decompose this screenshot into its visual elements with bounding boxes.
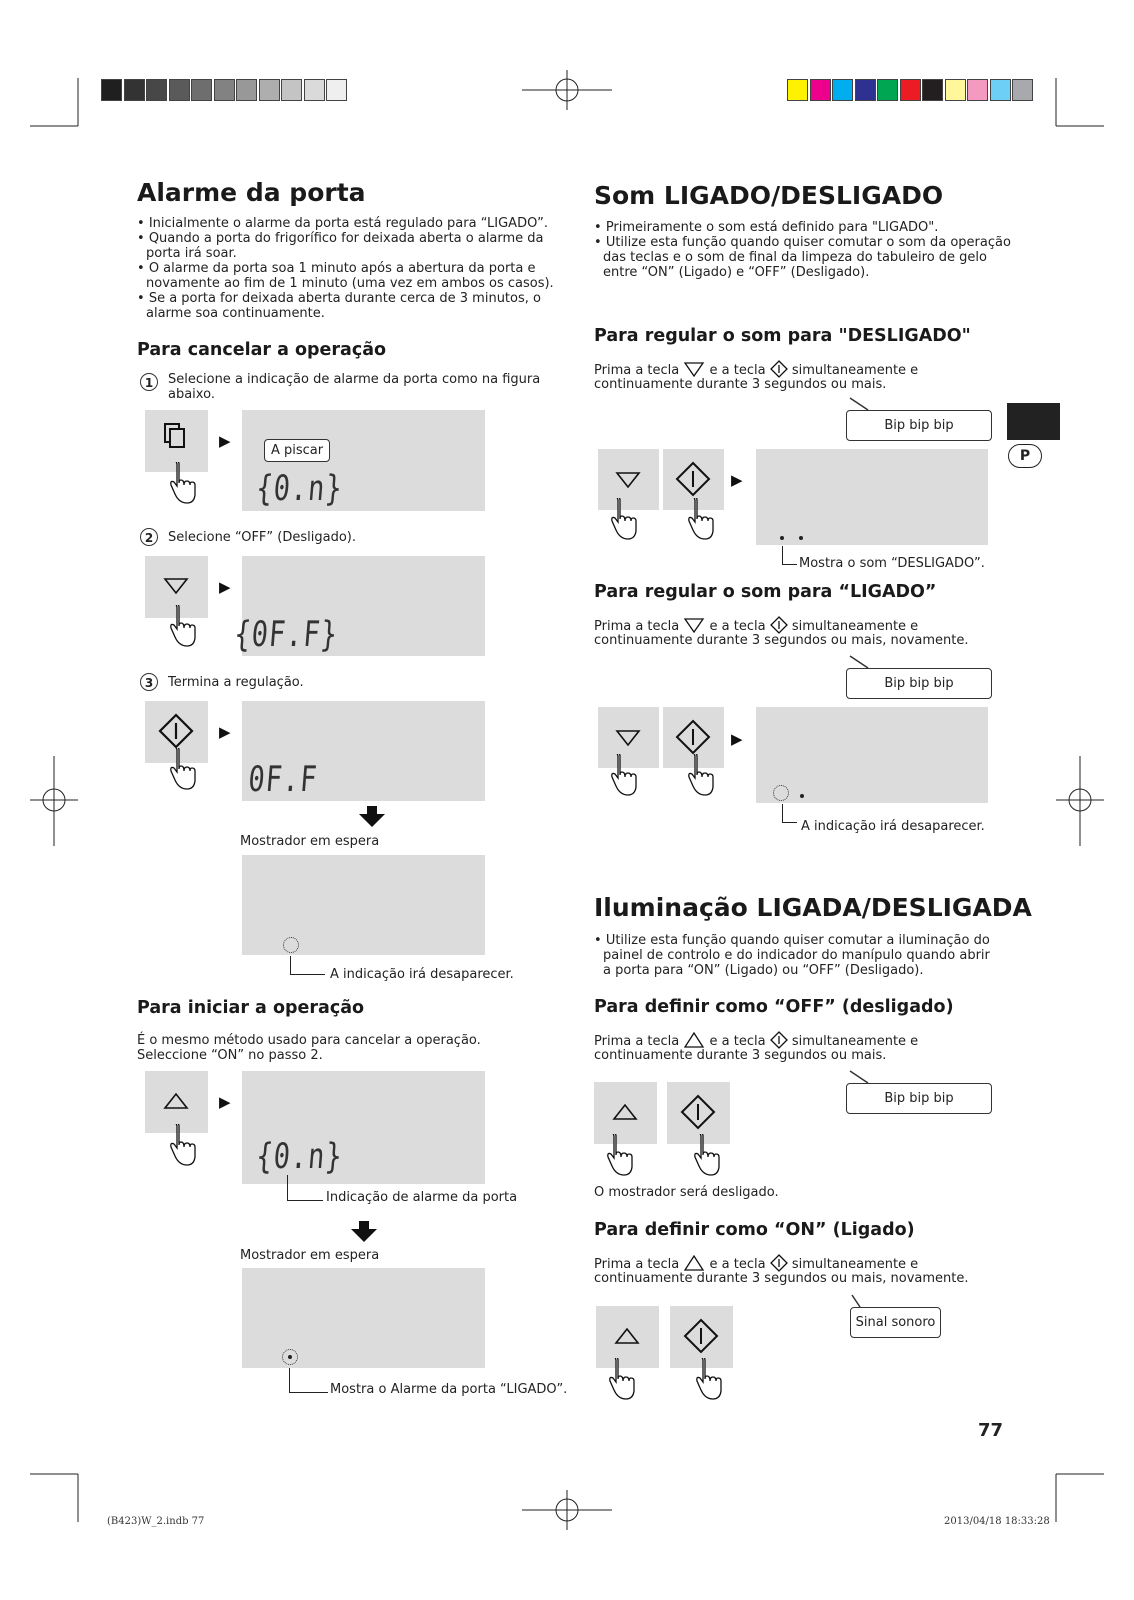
set-diamond-icon (770, 616, 788, 634)
sound-bullets (594, 220, 1014, 280)
display-panel-standby-on (242, 1268, 485, 1368)
light-off-instructions-line2: continuamente durante 3 segundos ou mais. (594, 1048, 887, 1063)
hand-pointer-icon (168, 605, 196, 649)
calibration-swatch (832, 79, 853, 101)
indicator-note: Indicação de alarme da porta (326, 1190, 518, 1205)
heading-start-operation: Para iniciar a operação (137, 998, 365, 1018)
light-off-note: O mostrador será desligado. (594, 1185, 779, 1200)
calibration-swatch (855, 79, 876, 101)
arrow-down-icon (350, 1221, 378, 1243)
gray-calibration-bar (101, 79, 351, 103)
signal-bubble: Sinal sonoro (850, 1307, 941, 1338)
heading-light-on: Para definir como “ON” (Ligado) (594, 1220, 915, 1240)
instr-text: Prima a tecla (594, 1257, 680, 1272)
blink-label-bubble: A piscar (264, 439, 330, 462)
bullet-item: • Utilize esta função quando quiser comutar o som da operação das teclas e o som de final da limpeza do tabuleiro de gelo entre “ON” (Ligado) e “OFF” (Desligado). (594, 235, 1011, 280)
sound-indicator (773, 785, 789, 801)
instr-text: Prima a tecla (594, 619, 680, 634)
display-on-blink: {0.n} (254, 1137, 345, 1178)
calibration-swatch (146, 79, 167, 101)
arrow-right-icon: ▶ (219, 1093, 231, 1111)
calibration-swatch (169, 79, 190, 101)
hand-pointer-icon (609, 498, 637, 542)
heading-sound-on: Para regular o som para “LIGADO” (594, 582, 937, 602)
indicator-dot-on (288, 1355, 292, 1359)
door-alarm-indicator (283, 937, 299, 953)
calibration-swatch (945, 79, 966, 101)
hand-pointer-icon (692, 1134, 720, 1178)
calibration-swatch (787, 79, 808, 101)
light-on-instructions (594, 1254, 918, 1272)
step-number-3: 3 (140, 673, 158, 691)
section-title-sound: Som LIGADO/DESLIGADO (594, 181, 944, 210)
hand-pointer-icon (168, 748, 196, 792)
instr-text: e a tecla (709, 1257, 766, 1272)
side-tab-language: P (1008, 444, 1042, 468)
set-diamond-icon (770, 1254, 788, 1272)
hand-pointer-icon (168, 462, 196, 506)
arrow-right-icon: ▶ (731, 471, 743, 489)
color-calibration-bar (787, 79, 1037, 103)
door-alarm-bullets (137, 216, 557, 321)
instr-text: Prima a tecla (594, 363, 680, 378)
heading-light-off: Para definir como “OFF” (desligado) (594, 997, 954, 1017)
display-off-blink: {0F.F} (232, 615, 340, 656)
hand-pointer-icon (686, 498, 714, 542)
triangle-down-icon (683, 617, 705, 633)
shows-on-note: Mostra o Alarme da porta “LIGADO”. (330, 1382, 568, 1397)
instr-text: simultaneamente e (791, 363, 919, 378)
instr-text: simultaneamente e (791, 1257, 919, 1272)
triangle-down-icon (683, 361, 705, 377)
light-bullets (594, 933, 994, 978)
bullet-text: O alarme da porta soa 1 minuto após a abertura da porta e novamente ao fim de 1 minuto (uma vez em ambos os casos). (146, 261, 554, 291)
bullet-text: Inicialmente o alarme da porta está regulado para “LIGADO”. (148, 216, 548, 231)
indicator-dot (800, 794, 804, 798)
bullet-item: • Se a porta for deixada aberta durante cerca de 3 minutos, o alarme soa continuamente. (137, 291, 541, 321)
footer-timestamp: 2013/04/18 18:33:28 (944, 1516, 1050, 1527)
instr-text: e a tecla (709, 619, 766, 634)
sound-off-instructions (594, 360, 918, 378)
hand-pointer-icon (607, 1358, 635, 1402)
calibration-swatch (1012, 79, 1033, 101)
standby-label: Mostrador em espera (240, 1248, 380, 1263)
step2-text: Selecione “OFF” (Desligado). (168, 530, 356, 545)
bullet-item: • Inicialmente o alarme da porta está regulado para “LIGADO”. (137, 216, 548, 231)
bullet-text: Utilize esta função quando quiser comutar o som da operação das teclas e o som de final da limpeza do tabuleiro de gelo entre “ON” (Ligado) e “OFF” (Desligado). (603, 235, 1011, 280)
bullet-item: • O alarme da porta soa 1 minuto após a abertura da porta e novamente ao fim de 1 minuto (uma vez em ambos os casos). (137, 261, 554, 291)
beep-bubble: Bip bip bip (846, 668, 992, 699)
set-diamond-icon (770, 1031, 788, 1049)
calibration-swatch (967, 79, 988, 101)
beep-bubble: Bip bip bip (846, 410, 992, 441)
display-panel-sound-off (756, 449, 988, 545)
callout-line (287, 1175, 323, 1201)
calibration-swatch (101, 79, 122, 101)
start-text-line2: Seleccione “ON” no passo 2. (137, 1048, 323, 1063)
triangle-up-icon (683, 1255, 705, 1271)
callout-line (782, 804, 797, 823)
set-diamond-icon (770, 360, 788, 378)
calibration-swatch (900, 79, 921, 101)
callout-line (289, 1368, 328, 1393)
bullet-item: • Primeiramente o som está definido para "LIGADO". (594, 220, 939, 235)
bullet-text: Se a porta for deixada aberta durante cerca de 3 minutos, o alarme soa continuamente. (146, 291, 541, 321)
section-title-door-alarm: Alarme da porta (137, 178, 366, 207)
hand-pointer-icon (686, 754, 714, 798)
light-off-instructions (594, 1031, 918, 1049)
calibration-swatch (259, 79, 280, 101)
calibration-swatch (326, 79, 347, 101)
calibration-swatch (810, 79, 831, 101)
section-title-light: Iluminação LIGADA/DESLIGADA (594, 893, 1032, 922)
heading-cancel-operation: Para cancelar a operação (137, 340, 387, 360)
arrow-right-icon: ▶ (219, 578, 231, 596)
heading-sound-off: Para regular o som para "DESLIGADO" (594, 326, 971, 346)
calibration-swatch (877, 79, 898, 101)
bullet-text: Primeiramente o som está definido para "LIGADO". (605, 220, 939, 235)
display-panel-sound-on (756, 707, 988, 803)
light-on-instructions-line2: continuamente durante 3 segundos ou mais, novamente. (594, 1271, 969, 1286)
step1-text: Selecione a indicação de alarme da porta como na figura abaixo. (168, 372, 541, 402)
side-tab-block (1007, 403, 1060, 440)
sound-off-instructions-line2: continuamente durante 3 segundos ou mais. (594, 377, 887, 392)
step3-text: Termina a regulação. (168, 675, 304, 690)
disappear-note: A indicação irá desaparecer. (330, 967, 514, 982)
arrow-right-icon: ▶ (219, 432, 231, 450)
display-off: 0F.F (246, 760, 320, 801)
footer-file-info: (B423)W_2.indb 77 (107, 1516, 205, 1527)
hand-pointer-icon (605, 1134, 633, 1178)
calibration-swatch (191, 79, 212, 101)
triangle-up-icon (683, 1032, 705, 1048)
display-panel-standby (242, 855, 485, 955)
calibration-swatch (304, 79, 325, 101)
calibration-swatch (214, 79, 235, 101)
page-number: 77 (978, 1420, 1004, 1441)
instr-text: e a tecla (709, 363, 766, 378)
callout-line (290, 956, 325, 975)
calibration-swatch (922, 79, 943, 101)
calibration-swatch (236, 79, 257, 101)
indicator-dot (780, 536, 784, 540)
step-number-2: 2 (140, 528, 158, 546)
instr-text: simultaneamente e (791, 1034, 919, 1049)
step-number-1: 1 (140, 373, 158, 391)
arrow-right-icon: ▶ (219, 723, 231, 741)
sound-on-instructions (594, 616, 918, 634)
callout-line (782, 546, 797, 565)
instr-text: e a tecla (709, 1034, 766, 1049)
display-on-blink: {0.n} (254, 469, 345, 510)
hand-pointer-icon (694, 1358, 722, 1402)
calibration-swatch (990, 79, 1011, 101)
calibration-swatch (124, 79, 145, 101)
bullet-text: Quando a porta do frigorífico for deixada aberta o alarme da porta irá soar. (146, 231, 544, 261)
sound-on-instructions-line2: continuamente durante 3 segundos ou mais, novamente. (594, 633, 969, 648)
sound-on-note: A indicação irá desaparecer. (801, 819, 985, 834)
calibration-swatch (281, 79, 302, 101)
hand-pointer-icon (168, 1124, 196, 1168)
instr-text: Prima a tecla (594, 1034, 680, 1049)
bullet-item: • Utilize esta função quando quiser comutar a iluminação do painel de controlo e do indicador do manípulo quando abrir a porta para “ON” (Ligado) ou “OFF” (Desligado). (594, 933, 990, 978)
bullet-text: Utilize esta função quando quiser comutar a iluminação do painel de controlo e do indicador do manípulo quando abrir a porta para “ON” (Ligado) ou “OFF” (Desligado). (603, 933, 990, 978)
instr-text: simultaneamente e (791, 619, 919, 634)
arrow-right-icon: ▶ (731, 730, 743, 748)
indicator-dot (799, 536, 803, 540)
hand-pointer-icon (609, 754, 637, 798)
sound-off-note: Mostra o som “DESLIGADO”. (799, 556, 985, 571)
standby-label: Mostrador em espera (240, 834, 380, 849)
bullet-item: • Quando a porta do frigorífico for deixada aberta o alarme da porta irá soar. (137, 231, 544, 261)
arrow-down-icon (358, 806, 386, 828)
start-text-line1: É o mesmo método usado para cancelar a operação. (137, 1033, 481, 1048)
beep-bubble: Bip bip bip (846, 1083, 992, 1114)
